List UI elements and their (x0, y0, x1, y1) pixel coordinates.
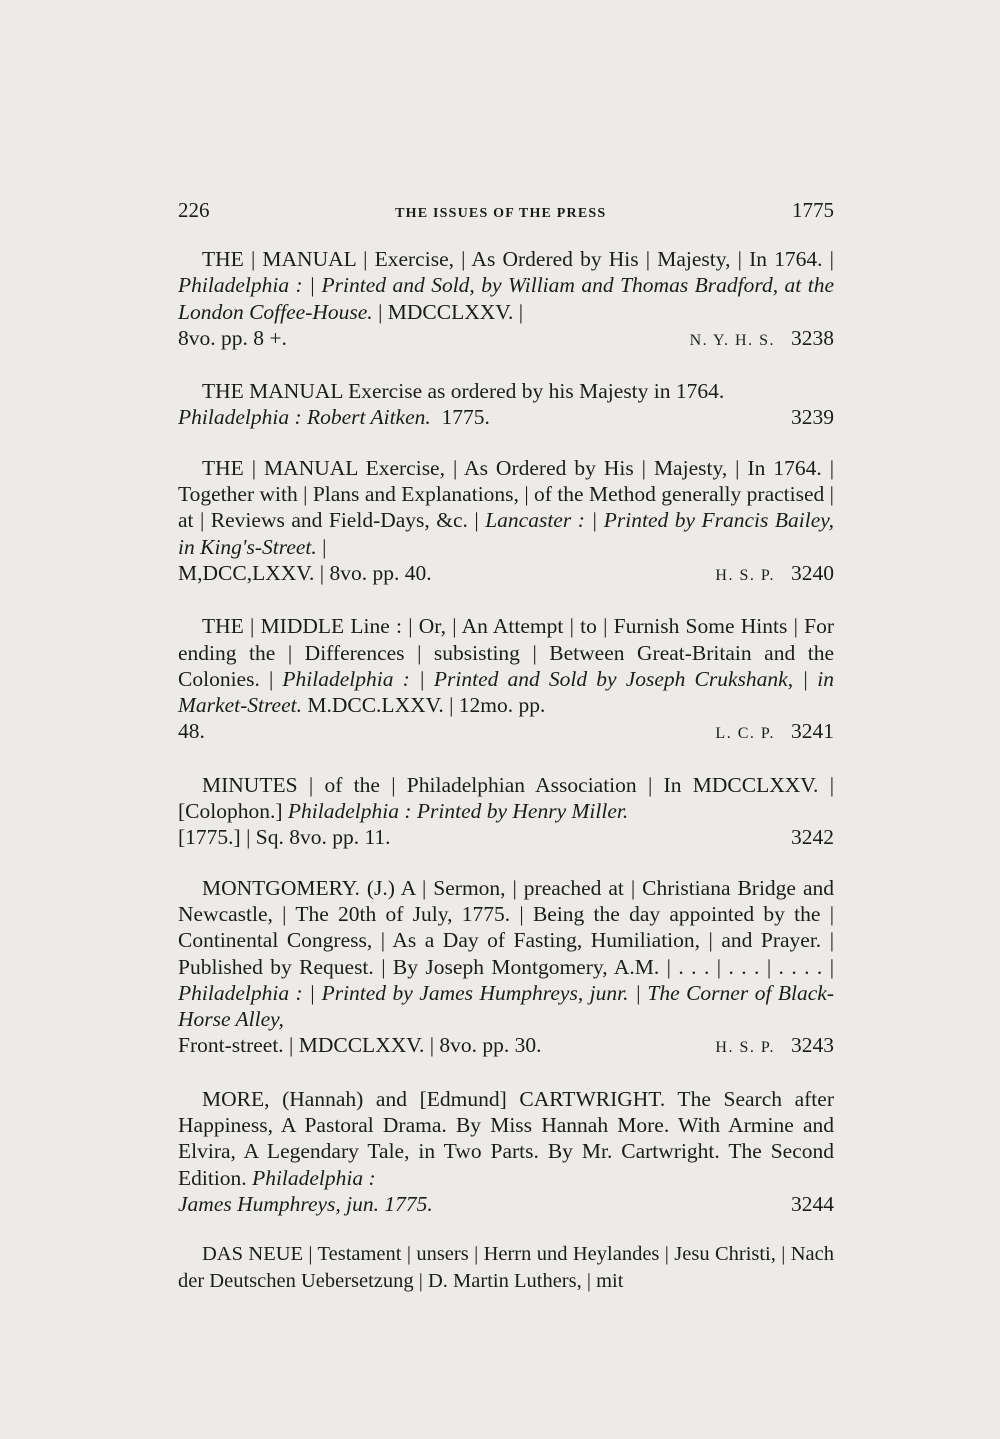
entry-text: THE | MANUAL | Exercise, | As Ordered by His | Majesty, | In 1764. | Philadelphia : | Printed and Sold, by William and Thomas Bradford, at the London Coffee-House. | MDCCLXXV. | (178, 247, 834, 324)
page-header (178, 198, 834, 223)
entry-text: MORE, (Hannah) and [Edmund] CARTWRIGHT. The Search after Happiness, A Pastoral Drama. By Miss Hannah More. With Armine and Elvira, A Legendary Tale, in Two Parts. By Mr. Cartwright. The Second Edition. Philadelphia : (178, 1086, 834, 1190)
entry-number: 3243 (791, 1033, 834, 1058)
entry-format: 8vo. pp. 8 +. (178, 325, 287, 350)
entry-text: THE | MIDDLE Line : | Or, | An Attempt | to | Furnish Some Hints | For ending the | Differences | subsisting | Between Great-Britain and the Colonies. | Philadelphia : | Printed and Sold by Joseph Crukshank, | in Market-Street. M.DCC.LXXV. | 12mo. pp. (178, 614, 834, 718)
library-location: N. Y. H. S. (689, 331, 775, 349)
entry-text: THE | MANUAL Exercise, | As Ordered by His | Majesty, | In 1764. | Together with | Plans and Explanations, | of the Method generally practised | at | Reviews and Field-Days, &c. | Lancaster : | Printed by Francis Bailey, in King's-Street. | (178, 455, 834, 559)
entry-format: 1775. (441, 405, 490, 430)
bibliography-entries (178, 246, 834, 1318)
entry-imprint: James Humphreys, jun. 1775. (178, 1191, 433, 1216)
entry-number: 3241 (791, 719, 834, 744)
entry-3244 (178, 1086, 834, 1217)
entry-das-neue-testament (178, 1241, 834, 1294)
entry-number: 3242 (791, 825, 834, 850)
running-title: THE ISSUES OF THE PRESS (395, 206, 607, 221)
entry-imprint: Philadelphia : Robert Aitken. (178, 405, 431, 430)
entry-3240 (178, 455, 834, 589)
entry-format: M,DCC,LXXV. | 8vo. pp. 40. (178, 560, 432, 585)
entry-number: 3244 (791, 1191, 834, 1216)
header-year: 1775 (791, 198, 834, 222)
library-location: H. S. P. (715, 566, 775, 584)
entry-3241 (178, 613, 834, 747)
entry-3239 (178, 378, 834, 431)
entry-format: [1775.] | Sq. 8vo. pp. 11. (178, 825, 391, 850)
entry-number: 3240 (791, 560, 834, 585)
entry-format: 48. (178, 719, 205, 744)
entry-3238 (178, 246, 834, 354)
entry-3243 (178, 875, 834, 1062)
entry-3242 (178, 772, 834, 851)
entry-number: 3238 (791, 325, 834, 350)
entry-format: Front-street. | MDCCLXXV. | 8vo. pp. 30. (178, 1033, 542, 1058)
entry-text: DAS NEUE | Testament | unsers | Herrn und Heylandes | Jesu Christi, | Nach der Deutschen Uebersetzung | D. Martin Luthers, | mit (178, 1243, 834, 1292)
entry-text: MINUTES | of the | Philadelphian Association | In MDCCLXXV. | [Colophon.] Philadelphia : Printed by Henry Miller. (178, 772, 834, 824)
page-number: 226 (178, 198, 210, 222)
entry-text: THE MANUAL Exercise as ordered by his Majesty in 1764. (202, 379, 725, 404)
entry-number: 3239 (791, 405, 834, 430)
library-location: L. C. P. (715, 725, 775, 743)
library-location: H. S. P. (715, 1039, 775, 1057)
entry-text: MONTGOMERY. (J.) A | Sermon, | preached at | Christiana Bridge and Newcastle, | The 20th of July, 1775. | Being the day appointed by the | Continental Congress, | As a Day of Fasting, Humiliation, | and Prayer. | Published by Request. | By Joseph Montgomery, A.M. | . . . | . . . | . . . . | Philadelphia : | Printed by James Humphreys, junr. | The Corner of Black-Horse Alley, (178, 875, 834, 1032)
